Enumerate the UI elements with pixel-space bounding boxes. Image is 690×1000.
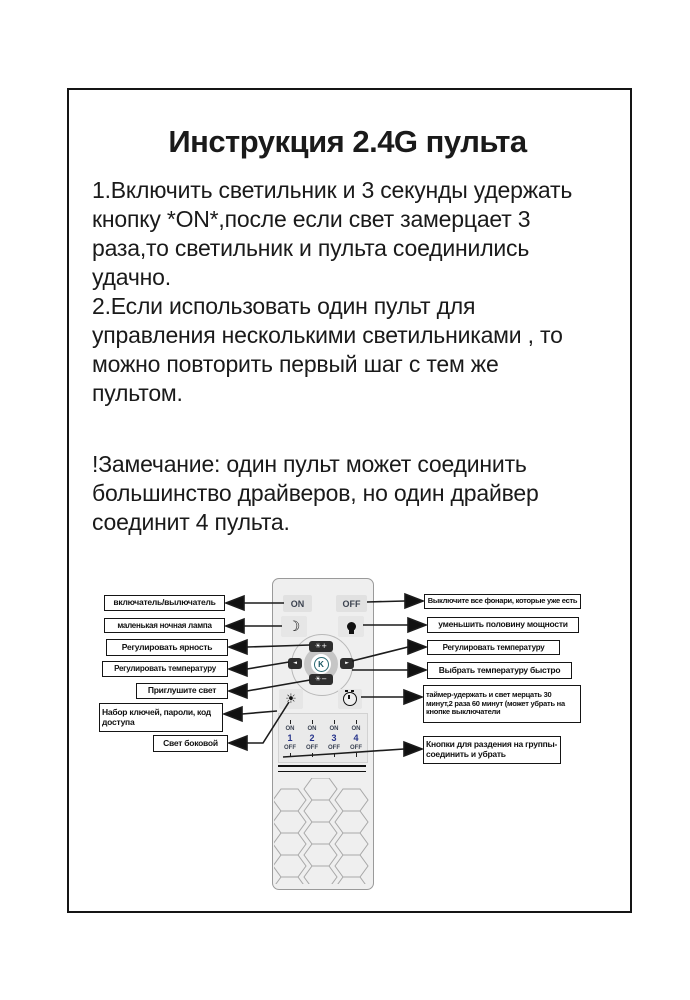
group-key-1 bbox=[284, 719, 296, 758]
speaker-grille-honeycomb bbox=[274, 778, 370, 884]
paragraph-note: !Замечание: один пульт может соединить большинство драйверов, но один драйвер соединит 4 пульта. bbox=[92, 451, 539, 535]
side-light-button bbox=[279, 689, 303, 709]
on-button: ON bbox=[283, 595, 312, 612]
divider-line bbox=[278, 765, 366, 767]
group-key-2 bbox=[306, 719, 318, 758]
callout-quick-temperature: Выбрать температуру быстро bbox=[427, 662, 572, 679]
remote-control bbox=[272, 578, 374, 890]
temperature-right-button: ► bbox=[340, 658, 354, 669]
tick-mark bbox=[312, 753, 313, 757]
group-off-label: OFF bbox=[284, 744, 296, 751]
tick-mark bbox=[356, 753, 357, 757]
group-keypad bbox=[278, 713, 368, 763]
callout-access-keys: Набор ключей, пароли, код доступа bbox=[99, 703, 223, 732]
moon-icon: ☽ bbox=[287, 618, 301, 635]
group-on-label: ON bbox=[307, 725, 317, 732]
paragraph-step-1: 1.Включить светильник и 3 секунды удержать кнопку *ON*,после если свет замерцает 3 раза,то светильник и пульта соединились удачно. bbox=[92, 177, 573, 290]
paragraph-step-2: 2.Если использовать один пульт для управления несколькими светильниками , то можно повторить первый шаг с тем же пультом. bbox=[92, 293, 563, 406]
tick-mark bbox=[356, 720, 357, 724]
group-on-label: ON bbox=[285, 725, 295, 732]
callout-adjust-temperature-right: Регулировать температуру bbox=[427, 640, 560, 655]
group-off-label: OFF bbox=[350, 744, 362, 751]
tick-mark bbox=[290, 720, 291, 724]
callout-half-power: уменьшить половину мощности bbox=[427, 617, 579, 633]
callout-timer: таймер-удержать и свет мерцать 30 минут,2 раза 60 минут (может убрать на кнопке выключатели bbox=[423, 685, 581, 723]
half-power-button bbox=[338, 616, 364, 637]
instruction-text bbox=[92, 176, 577, 408]
callout-dim-light: Приглушите свет bbox=[136, 683, 228, 699]
divider-line bbox=[278, 771, 366, 772]
off-button: OFF bbox=[336, 595, 367, 612]
group-number: 4 bbox=[353, 732, 359, 743]
callout-side-light: Свет боковой bbox=[153, 735, 228, 752]
tick-mark bbox=[334, 720, 335, 724]
group-on-label: ON bbox=[351, 725, 361, 732]
callout-night-lamp: маленькая ночная лампа bbox=[104, 618, 225, 633]
group-number: 3 bbox=[331, 732, 337, 743]
callout-adjust-brightness: Регулировать ярность bbox=[106, 639, 228, 656]
callout-adjust-temperature-left: Регулировать температуру bbox=[102, 661, 228, 677]
kelvin-icon: K bbox=[314, 657, 329, 672]
temperature-left-button: ◄ bbox=[288, 658, 302, 669]
group-off-label: OFF bbox=[328, 744, 340, 751]
sun-icon: ☀ bbox=[285, 691, 297, 707]
note-text bbox=[92, 450, 577, 537]
group-key-3 bbox=[328, 719, 340, 758]
group-off-label: OFF bbox=[306, 744, 318, 751]
group-on-label: ON bbox=[329, 725, 339, 732]
tick-mark bbox=[290, 753, 291, 757]
night-lamp-button bbox=[281, 616, 307, 637]
callout-turn-off-all: Выключите все фонари, которые уже есть bbox=[424, 594, 581, 609]
group-number: 2 bbox=[309, 732, 315, 743]
dim-light-button: ☀− bbox=[309, 674, 333, 685]
tick-mark bbox=[312, 720, 313, 724]
group-key-4 bbox=[350, 719, 362, 758]
callout-group-buttons: Кнопки для раздения на группы-соединить и убрать bbox=[423, 736, 561, 764]
bulb-icon bbox=[347, 622, 356, 631]
alarm-clock-icon bbox=[343, 692, 357, 706]
page-title: Инструкция 2.4G пульта bbox=[168, 123, 527, 159]
group-number: 1 bbox=[287, 732, 293, 743]
timer-button bbox=[338, 689, 362, 709]
tick-mark bbox=[334, 753, 335, 757]
callout-power-switch: включатель/вылючатель bbox=[104, 595, 225, 611]
brightness-up-button: ☀+ bbox=[309, 641, 333, 652]
kelvin-center-button bbox=[312, 655, 330, 673]
